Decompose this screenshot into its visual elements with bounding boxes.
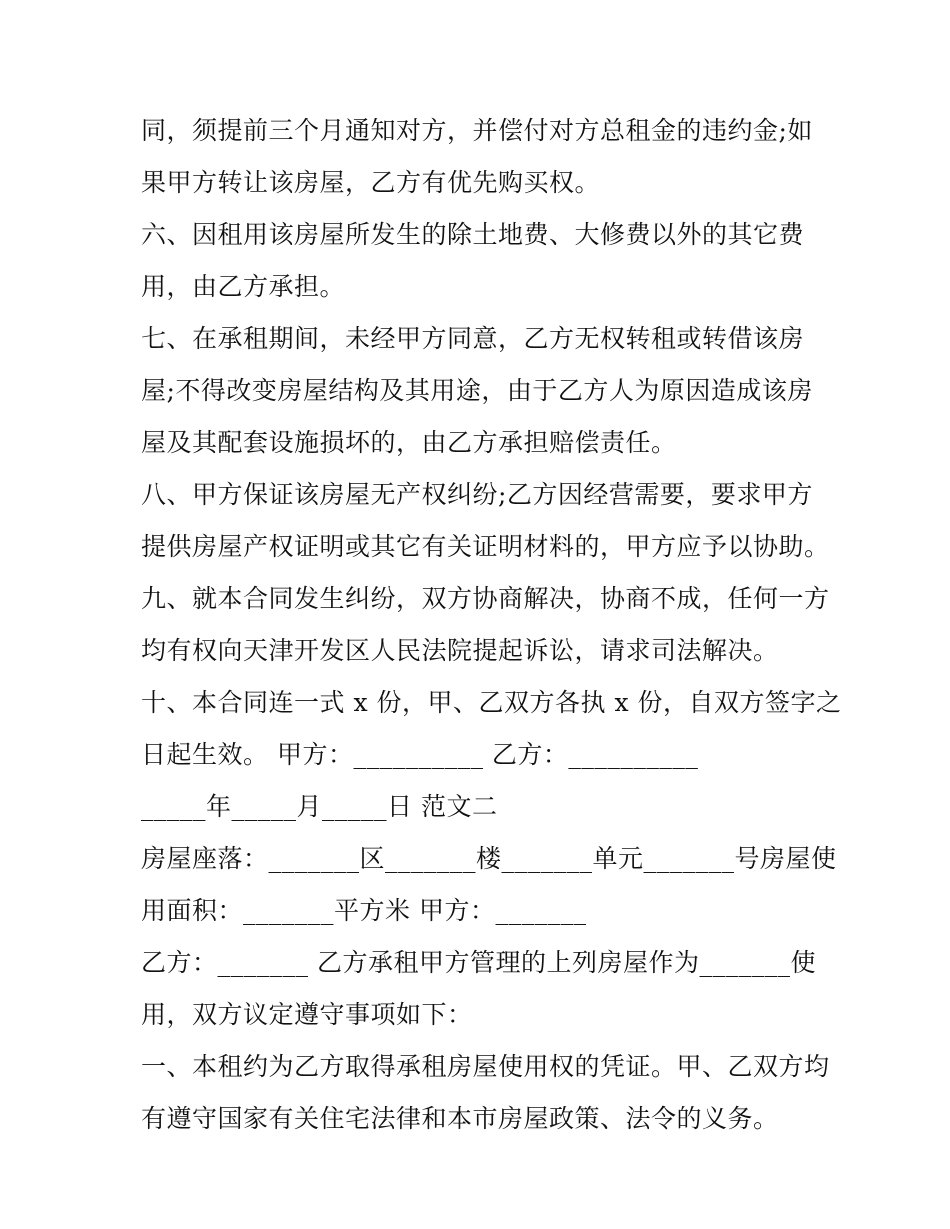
text-line: 屋及其配套设施损坏的，由乙方承担赔偿责任。 bbox=[141, 428, 677, 457]
text-line: 八、甲方保证该房屋无产权纠纷;乙方因经营需要，要求甲方 bbox=[141, 480, 813, 509]
text-line: 七、在承租期间，未经甲方同意，乙方无权转租或转借该房 bbox=[141, 324, 805, 353]
text-line: 乙方：_______ 乙方承租甲方管理的上列房屋作为_______使 bbox=[141, 948, 816, 977]
text-line: 有遵守国家有关住宅法律和本市房屋政策、法令的义务。 bbox=[141, 1104, 779, 1133]
text-line: 九、就本合同发生纠纷，双方协商解决，协商不成，任何一方 bbox=[141, 584, 830, 613]
text-line: 房屋座落：_______区_______楼_______单元_______号房屋使 bbox=[141, 844, 837, 873]
text-line: 均有权向天津开发区人民法院提起诉讼，请求司法解决。 bbox=[141, 636, 779, 665]
signature-line: 日起生效。 甲方：__________ 乙方：__________ bbox=[141, 740, 699, 769]
text-line: 用面积：_______平方米 甲方：_______ bbox=[141, 896, 587, 925]
text-line: 果甲方转让该房屋，乙方有优先购买权。 bbox=[141, 168, 601, 197]
text-line: 用，双方议定遵守事项如下： bbox=[141, 1000, 473, 1029]
text-line: 屋;不得改变房屋结构及其用途，由于乙方人为原因造成该房 bbox=[141, 376, 813, 405]
text-line: 用，由乙方承担。 bbox=[141, 272, 346, 301]
text-line: 一、本租约为乙方取得承租房屋使用权的凭证。甲、乙双方均 bbox=[141, 1052, 830, 1081]
date-line: _____年_____月_____日 范文二 bbox=[141, 792, 498, 821]
text-line: 同，须提前三个月通知对方，并偿付对方总租金的违约金;如 bbox=[141, 116, 813, 145]
text-line: 提供房屋产权证明或其它有关证明材料的，甲方应予以协助。 bbox=[141, 532, 830, 561]
text-line: 六、因租用该房屋所发生的除土地费、大修费以外的其它费 bbox=[141, 220, 805, 249]
text-line: 十、本合同连一式 x 份，甲、乙双方各执 x 份，自双方签字之 bbox=[141, 688, 842, 717]
document-page bbox=[141, 105, 842, 1145]
